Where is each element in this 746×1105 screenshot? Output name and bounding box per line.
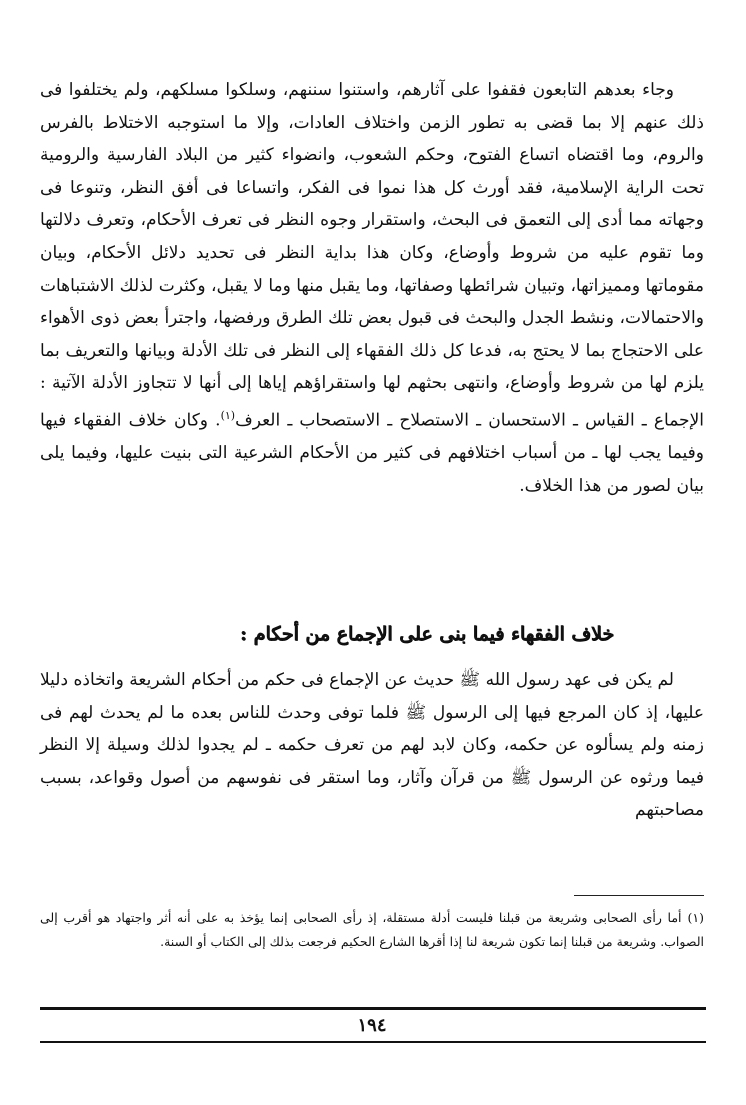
section-heading: خلاف الفقهاء فيما بنى على الإجماع من أحكام : bbox=[239, 623, 614, 645]
page-number: ١٩٤ bbox=[357, 1015, 387, 1036]
paragraph-text: وجاء بعدهم التابعون فقفوا على آثارهم، واستنوا سننهم، وسلكوا مسلكهم، ولم يختلفوا فى ذلك عنهم إلا بما قضى به تطور الزمن واختلاف العادات، وإلا ما استوجبه الاختلاط بالفرس والروم، وما اقتضاه اتساع الفتوح، وحكم الشعوب، وانضواء كثير من البلاد الفارسية والرومية تحت الراية الإسلامية، فقد أورث كل هذا نموا فى الفكر، واتساعا فى أفق النظر، وتنوعا فى وجهاته مما أدى إلى التعمق فى البحث، واستقرار وجوه النظر فى تعرف الأحكام، وتعرف دلالتها وما تقوم عليه من شروط وأوضاع، وكان هذا بداية النظر فى تحديد دلائل الأحكام، وبيان مقوماتها ومميزاتها، وتبيان شرائطها وصفاتها، وما يقبل منها وما لا يقبل، وكثرت لذلك الاشتباهات والاحتمالات، ونشط الجدل والبحث فى قبول بعض تلك الطرق ورفضها، واجترأ بعض ذوى الأهواء على الاحتجاج بما لا يحتج به، فدعا كل ذلك الفقهاء إلى النظر فى تلك الأدلة وبيانها والتعريف بما يلزم لها من شروط وأوضاع، وانتهى بحثهم لها واستقراؤهم إياها إلى أنها لا تتجاوز الأدلة الآتية : الإجماع ـ القياس ـ الاستحسان ـ الاستصلاح ـ الاستصحاب ـ العرف bbox=[40, 80, 704, 431]
footnote bbox=[40, 906, 704, 954]
footnote-separator bbox=[574, 895, 704, 896]
section-body-text bbox=[40, 664, 704, 827]
footnote-paragraph bbox=[40, 906, 704, 954]
footnote-reference: (١) bbox=[220, 408, 236, 422]
paragraph-text-tail: . وكان خلاف الفقهاء فيها وفيما يجب لها ـ من أسباب اختلافهم فى كثير من الأحكام الشرعية التى بنيت عليها، وفيما يلى بيان لصور من هذا الخلاف. bbox=[40, 410, 704, 496]
footnote-text: أما رأى الصحابى وشريعة من قبلنا فليست أدلة مستقلة، إذ رأى الصحابى إنما يؤخذ به على أنه أثر واجتهاد هو أقرب إلى الصواب. وشريعة من قبلنا إنما تكون شريعة لنا إذا أقرها الشارع الحكيم فرجعت بذلك إلى الكتاب أو السنة. bbox=[40, 910, 704, 949]
footer-rule-top bbox=[40, 1007, 706, 1010]
footnote-marker: (١) bbox=[687, 910, 704, 925]
main-body-text bbox=[40, 74, 704, 502]
body-paragraph: لم يكن فى عهد رسول الله ﷺ حديث عن الإجماع فى حكم من أحكام الشريعة واتخاذه دليلا عليها، إذ كان المرجع فيها إلى الرسول ﷺ فلما توفى وحدث للناس بعده ما لم يحدث لهم فى زمنه ولم يسألوه عن حكمه، وكان لابد لهم من تعرف حكمه ـ لم يجدوا لذلك وسيلة إلا النظر فيما ورثوه عن الرسول ﷺ من قرآن وآثار، وما استقر فى نفوسهم من أصول وقواعد، بسبب مصاحبتهم bbox=[40, 670, 704, 821]
footer-rule-bottom bbox=[40, 1041, 706, 1043]
body-paragraph bbox=[40, 74, 704, 502]
